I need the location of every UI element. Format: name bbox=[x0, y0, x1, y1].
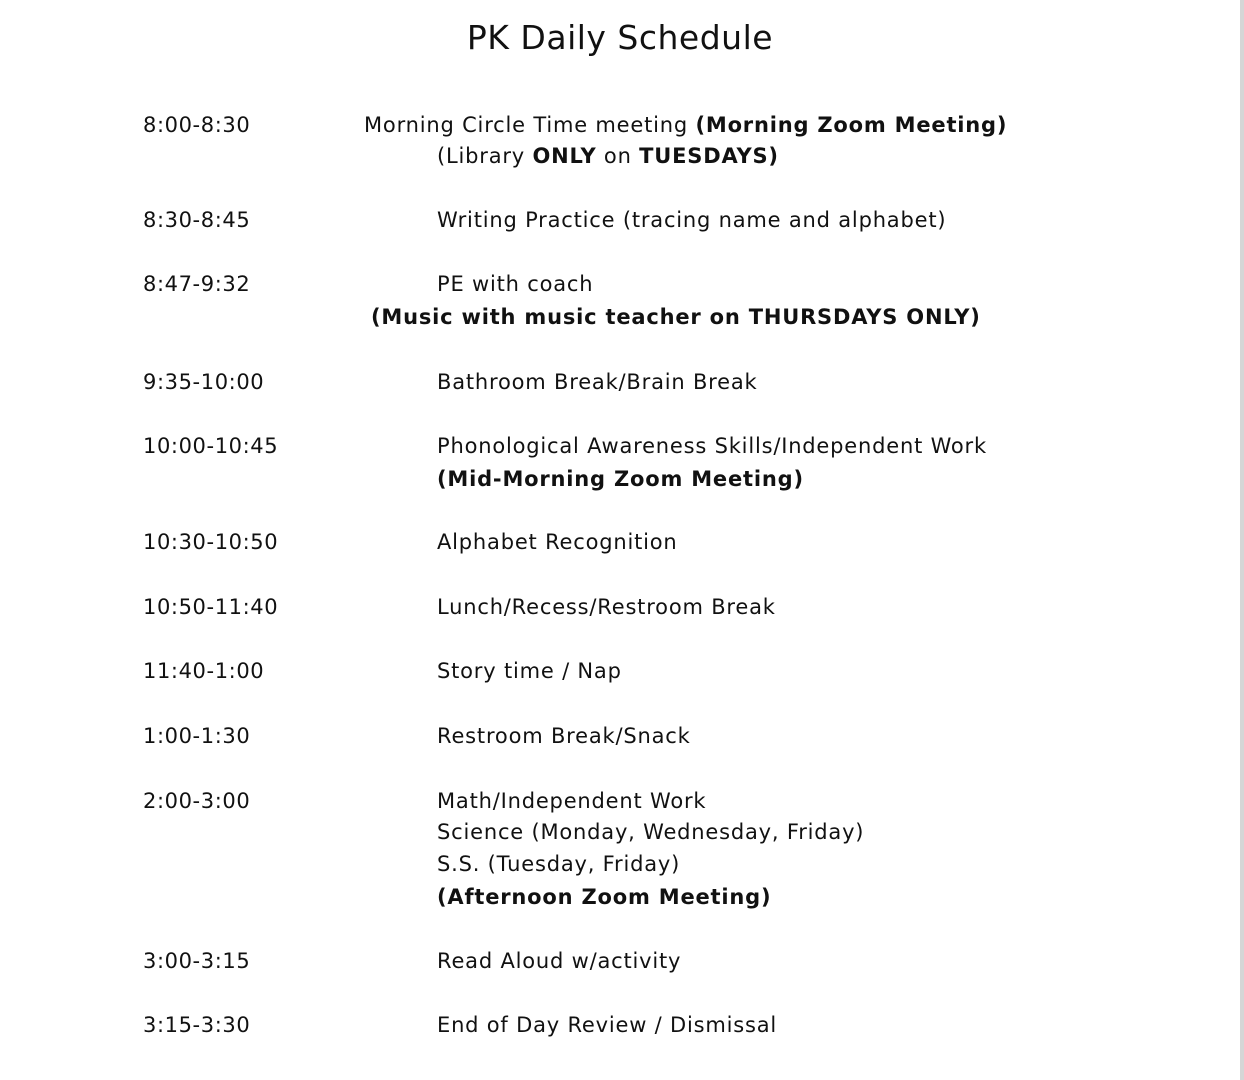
time-slot: 3:00-3:15 bbox=[143, 949, 251, 973]
time-slot: 9:35-10:00 bbox=[143, 370, 265, 394]
activity-text: Math/Independent Work bbox=[437, 789, 707, 813]
time-slot: 1:00-1:30 bbox=[143, 724, 251, 748]
activity-line bbox=[364, 113, 1007, 137]
zoom-meeting-note: (Morning Zoom Meeting) bbox=[695, 113, 1008, 137]
library-note-day: TUESDAYS) bbox=[639, 144, 779, 168]
activity-text: Phonological Awareness Skills/Independent Work bbox=[437, 434, 987, 458]
time-slot: 8:30-8:45 bbox=[143, 208, 251, 232]
time-slot: 10:00-10:45 bbox=[143, 434, 279, 458]
activity-text: Alphabet Recognition bbox=[437, 530, 678, 554]
library-note-text: (Library bbox=[437, 144, 533, 168]
activity-text: Morning Circle Time meeting bbox=[364, 113, 696, 137]
time-slot: 2:00-3:00 bbox=[143, 789, 251, 813]
time-slot: 10:50-11:40 bbox=[143, 595, 279, 619]
activity-text: PE with coach bbox=[437, 272, 594, 296]
activity-text: Lunch/Recess/Restroom Break bbox=[437, 595, 776, 619]
library-note bbox=[437, 144, 779, 168]
activity-text: Restroom Break/Snack bbox=[437, 724, 691, 748]
activity-text: Writing Practice (tracing name and alphabet) bbox=[437, 208, 947, 232]
activity-text: End of Day Review / Dismissal bbox=[437, 1013, 778, 1037]
time-slot: 11:40-1:00 bbox=[143, 659, 265, 683]
science-note: Science (Monday, Wednesday, Friday) bbox=[437, 820, 865, 844]
library-note-only: ONLY bbox=[532, 144, 597, 168]
page-edge-divider bbox=[1240, 0, 1244, 1080]
time-slot: 10:30-10:50 bbox=[143, 530, 279, 554]
activity-text: Story time / Nap bbox=[437, 659, 622, 683]
time-slot: 8:00-8:30 bbox=[143, 113, 251, 137]
library-note-on: on bbox=[596, 144, 640, 168]
page-title: PK Daily Schedule bbox=[466, 18, 774, 57]
social-studies-note: S.S. (Tuesday, Friday) bbox=[437, 852, 681, 876]
activity-text: Bathroom Break/Brain Break bbox=[437, 370, 758, 394]
time-slot: 3:15-3:30 bbox=[143, 1013, 251, 1037]
time-slot: 8:47-9:32 bbox=[143, 272, 251, 296]
activity-text: Read Aloud w/activity bbox=[437, 949, 682, 973]
zoom-meeting-note: (Afternoon Zoom Meeting) bbox=[437, 885, 772, 909]
music-note: (Music with music teacher on THURSDAYS ONLY) bbox=[371, 305, 981, 329]
zoom-meeting-note: (Mid-Morning Zoom Meeting) bbox=[437, 467, 804, 491]
